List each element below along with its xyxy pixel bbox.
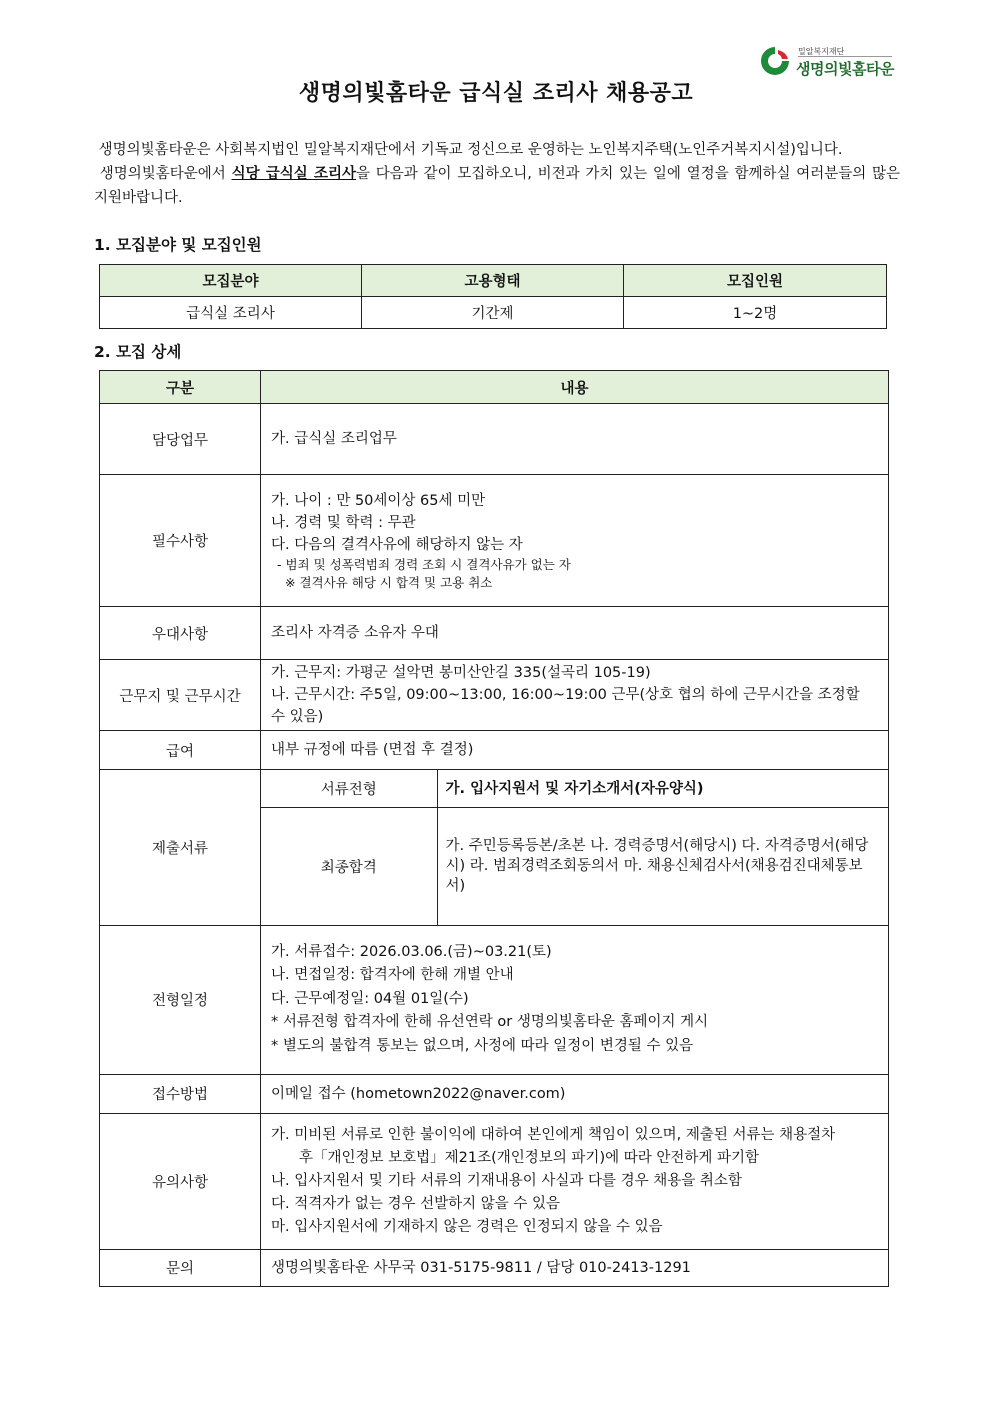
header-category: 구분 xyxy=(100,371,261,404)
row-preferred xyxy=(100,607,889,660)
cell-headcount: 1~2명 xyxy=(624,297,887,329)
label-preferred: 우대사항 xyxy=(100,607,261,660)
required-note-2: ※ 결격사유 해당 시 합격 및 고용 취소 xyxy=(285,574,493,590)
contact-line: 생명의빛홈타운 사무국 031-5175-9811 / 담당 010-2413-1291 xyxy=(271,1259,691,1276)
table-row xyxy=(100,297,887,329)
apply-line: 이메일 접수 (hometown2022@naver.com) xyxy=(271,1085,566,1102)
recruit-summary-table xyxy=(99,264,887,329)
label-salary: 급여 xyxy=(100,731,261,770)
workplace-line-2: 나. 근무시간: 주5일, 09:00~13:00, 16:00~19:00 근무(상호 협의 하에 근무시간을 조정할 수 있음) xyxy=(271,687,860,725)
cell-employment-type: 기간제 xyxy=(362,297,624,329)
salary-line: 내부 규정에 따름 (면접 후 결정) xyxy=(271,742,474,758)
recruit-detail-table xyxy=(99,370,889,1287)
final-doc-2: 나. 경력증명서(해당시) xyxy=(590,838,737,855)
label-notes: 유의사항 xyxy=(100,1113,261,1249)
label-final: 최종합격 xyxy=(261,808,437,925)
preferred-line: 조리사 자격증 소유자 우대 xyxy=(271,625,439,641)
schedule-line-3: 다. 근무예정일: 04월 01일(수) xyxy=(271,990,469,1007)
notes-line-4: 마. 입사지원서에 기재하지 않은 경력은 인정되지 않을 수 있음 xyxy=(271,1218,663,1235)
required-line-1: 가. 나이 : 만 50세이상 65세 미만 xyxy=(271,492,486,509)
final-doc-5: 마. 채용신체검사서(채용검진대체통보서) xyxy=(445,858,863,895)
section-2-heading: 2. 모집 상세 xyxy=(94,343,182,361)
row-contact xyxy=(100,1249,889,1286)
section-1-heading: 1. 모집분야 및 모집인원 xyxy=(94,236,262,254)
required-line-3: 다. 다음의 결격사유에 해당하지 않는 자 xyxy=(271,536,523,553)
header-content: 내용 xyxy=(261,371,889,404)
notes-line-1-cont: 후「개인정보 보호법」제21조(개인정보의 파기)에 따라 안전하게 파기함 xyxy=(299,1149,759,1166)
notes-line-1: 가. 미비된 서류로 인한 불이익에 대하여 본인에게 책임이 있으며, 제출된 서류는 채용절차 xyxy=(271,1126,836,1143)
label-screening: 서류전형 xyxy=(261,770,437,808)
logo-emblem-icon xyxy=(758,46,792,76)
schedule-line-4: * 서류전형 합격자에 한해 유선연락 or 생명의빛홈타운 홈페이지 게시 xyxy=(271,1014,709,1031)
logo xyxy=(758,44,898,80)
schedule-line-1: 가. 서류접수: 2026.03.06.(금)~03.21(토) xyxy=(271,943,552,960)
row-duty xyxy=(100,404,889,475)
notes-line-3: 다. 적격자가 없는 경우 선발하지 않을 수 있음 xyxy=(271,1195,560,1212)
header-field: 모집분야 xyxy=(100,265,362,297)
label-contact: 문의 xyxy=(100,1249,261,1286)
row-schedule xyxy=(100,925,889,1074)
row-workplace xyxy=(100,660,889,731)
label-duty: 담당업무 xyxy=(100,404,261,475)
documents-subtable xyxy=(261,770,888,925)
table-header-row xyxy=(100,265,887,297)
final-doc-4: 라. 범죄경력조회동의서 xyxy=(469,858,620,875)
intro-emphasis: 식당 급식실 조리사 xyxy=(231,166,356,182)
logo-name: 생명의빛홈타운 xyxy=(796,60,894,78)
header-employment-type: 고용형태 xyxy=(362,265,624,297)
required-note-1: - 범죄 및 성폭력범죄 경력 조회 시 결격사유가 없는 자 xyxy=(277,556,571,572)
cell-field: 급식실 조리사 xyxy=(100,297,362,329)
duty-line: 가. 급식실 조리업무 xyxy=(271,431,397,447)
row-required xyxy=(100,475,889,607)
logo-org: 밀알복지재단 xyxy=(798,47,845,56)
label-workplace: 근무지 및 근무시간 xyxy=(100,660,261,731)
row-apply xyxy=(100,1074,889,1113)
label-documents: 제출서류 xyxy=(100,770,261,926)
intro-line-1: 생명의빛홈타운은 사회복지법인 밀알복지재단에서 기독교 정신으로 운영하는 노인복지주택(노인주거복지시설)입니다. xyxy=(98,142,843,158)
label-required: 필수사항 xyxy=(100,475,261,607)
screening-value: 가. 입사지원서 및 자기소개서(자유양식) xyxy=(437,770,888,808)
page-title: 생명의빛홈타운 급식실 조리사 채용공고 xyxy=(298,81,694,106)
notes-line-2: 나. 입사지원서 및 기타 서류의 기재내용이 사실과 다를 경우 채용을 취소함 xyxy=(271,1172,742,1189)
intro-paragraph xyxy=(94,138,900,210)
table-header-row xyxy=(100,371,889,404)
schedule-line-5: * 별도의 불합격 통보는 없으며, 사정에 따라 일정이 변경될 수 있음 xyxy=(271,1037,694,1054)
final-doc-3: 다. 자격증명서(해당시) xyxy=(445,838,869,875)
workplace-line-1: 가. 근무지: 가평군 설악면 봉미산안길 335(설곡리 105-19) xyxy=(271,665,651,681)
header-headcount: 모집인원 xyxy=(624,265,887,297)
schedule-line-2: 나. 면접일정: 합격자에 한해 개별 안내 xyxy=(271,967,514,984)
intro-line-2: 생명의빛홈타운에서 식당 급식실 조리사을 다음과 같이 모집하오니, 비전과 가치 있는 일에 열정을 함께하실 여러분들의 많은 지원바랍니다. xyxy=(94,166,901,206)
logo-divider xyxy=(798,56,892,57)
label-apply: 접수방법 xyxy=(100,1074,261,1113)
final-doc-1: 가. 주민등록등본/초본 xyxy=(445,838,586,855)
row-documents xyxy=(100,770,889,926)
required-line-2: 나. 경력 및 학력 : 무관 xyxy=(271,514,416,531)
documents-screening-row xyxy=(261,770,888,808)
row-salary xyxy=(100,731,889,770)
row-notes xyxy=(100,1113,889,1249)
label-schedule: 전형일정 xyxy=(100,925,261,1074)
documents-final-row xyxy=(261,808,888,925)
